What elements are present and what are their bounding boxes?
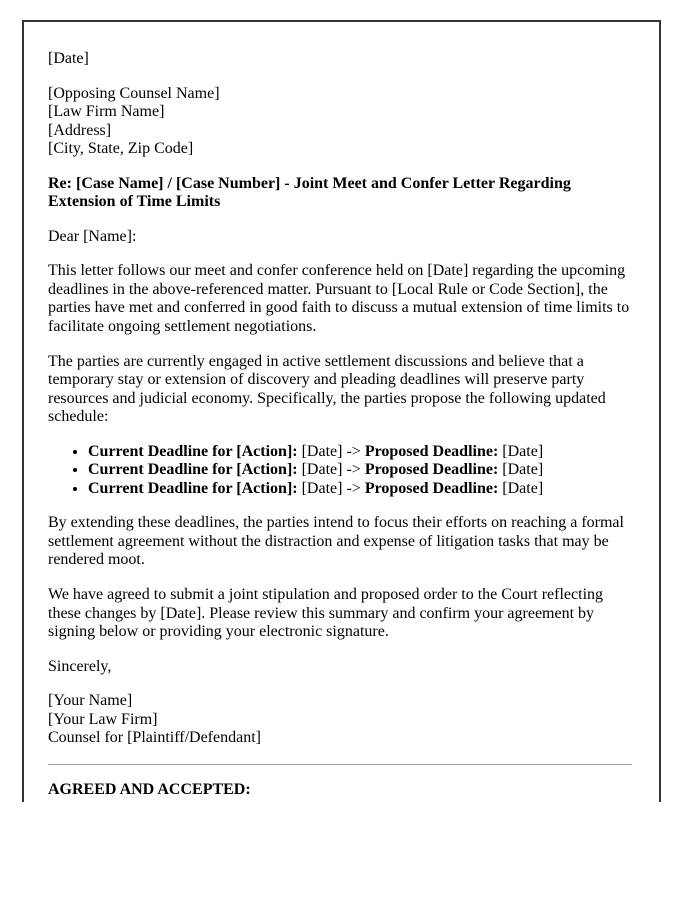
recipient-law-firm: [Law Firm Name] [48, 103, 165, 121]
signature-firm: [Your Law Firm] [48, 710, 158, 728]
closing: Sincerely, [48, 657, 112, 675]
deadline-current-date: [Date] -> [297, 479, 365, 497]
deadline-current-date: [Date] -> [297, 461, 365, 479]
agreed-heading: AGREED AND ACCEPTED: [48, 780, 251, 798]
deadline-current-label: Current Deadline for [Action]: [88, 461, 298, 479]
signature-name: [Your Name] [48, 692, 133, 710]
signature-role: Counsel for [Plaintiff/Defendant] [48, 729, 261, 747]
deadline-current-label: Current Deadline for [Action]: [88, 479, 298, 497]
recipient-counsel-name: [Opposing Counsel Name] [48, 84, 220, 102]
recipient-block [48, 85, 632, 159]
paragraph-proposal: The parties are currently engaged in active settlement discussions and believe that a temporary stay or extension of discovery and pleading deadlines will preserve party resources and judicial economy. Specifically, the parties propose the following updated schedule: [48, 352, 606, 426]
deadline-current-date: [Date] -> [297, 442, 365, 460]
paragraph-intent: By extending these deadlines, the parties intend to focus their efforts on reaching a formal settlement agreement without the distraction and expense of litigation tasks that may be rendered moot. [48, 514, 624, 569]
deadline-proposed-date: [Date] [498, 461, 544, 479]
deadline-current-label: Current Deadline for [Action]: [88, 442, 298, 460]
paragraph-intro: This letter follows our meet and confer conference held on [Date] regarding the upcoming deadlines in the above-referenced matter. Pursuant to [Local Rule or Code Section], the parties have met and conferred in good faith to discuss a mutual extension of time limits to facilitate ongoing settlement negotiations. [48, 262, 630, 336]
deadline-proposed-label: Proposed Deadline: [364, 442, 499, 460]
deadline-list [48, 443, 632, 499]
subject-line [48, 175, 632, 212]
deadline-proposed-label: Proposed Deadline: [364, 461, 499, 479]
signature-block [48, 692, 632, 748]
letter-date: [Date] [48, 50, 89, 67]
recipient-address: [Address] [48, 121, 112, 139]
divider [48, 764, 632, 765]
deadline-item [88, 461, 632, 480]
deadline-proposed-date: [Date] [498, 442, 544, 460]
deadline-proposed-date: [Date] [498, 479, 544, 497]
deadline-proposed-label: Proposed Deadline: [364, 479, 499, 497]
deadline-item [88, 443, 632, 462]
recipient-city-state-zip: [City, State, Zip Code] [48, 140, 194, 158]
subject-line-1: Re: [Case Name] / [Case Number] - Joint Meet and Confer Letter Regarding [48, 174, 571, 192]
paragraph-stipulation: We have agreed to submit a joint stipulation and proposed order to the Court reflecting these changes by [Date]. Please review this summary and confirm your agreement by signing below or providing your electronic signature. [48, 586, 604, 641]
salutation: Dear [Name]: [48, 227, 137, 245]
subject-line-2: Extension of Time Limits [48, 193, 221, 211]
deadline-item [88, 480, 632, 499]
letter-container [22, 20, 661, 802]
